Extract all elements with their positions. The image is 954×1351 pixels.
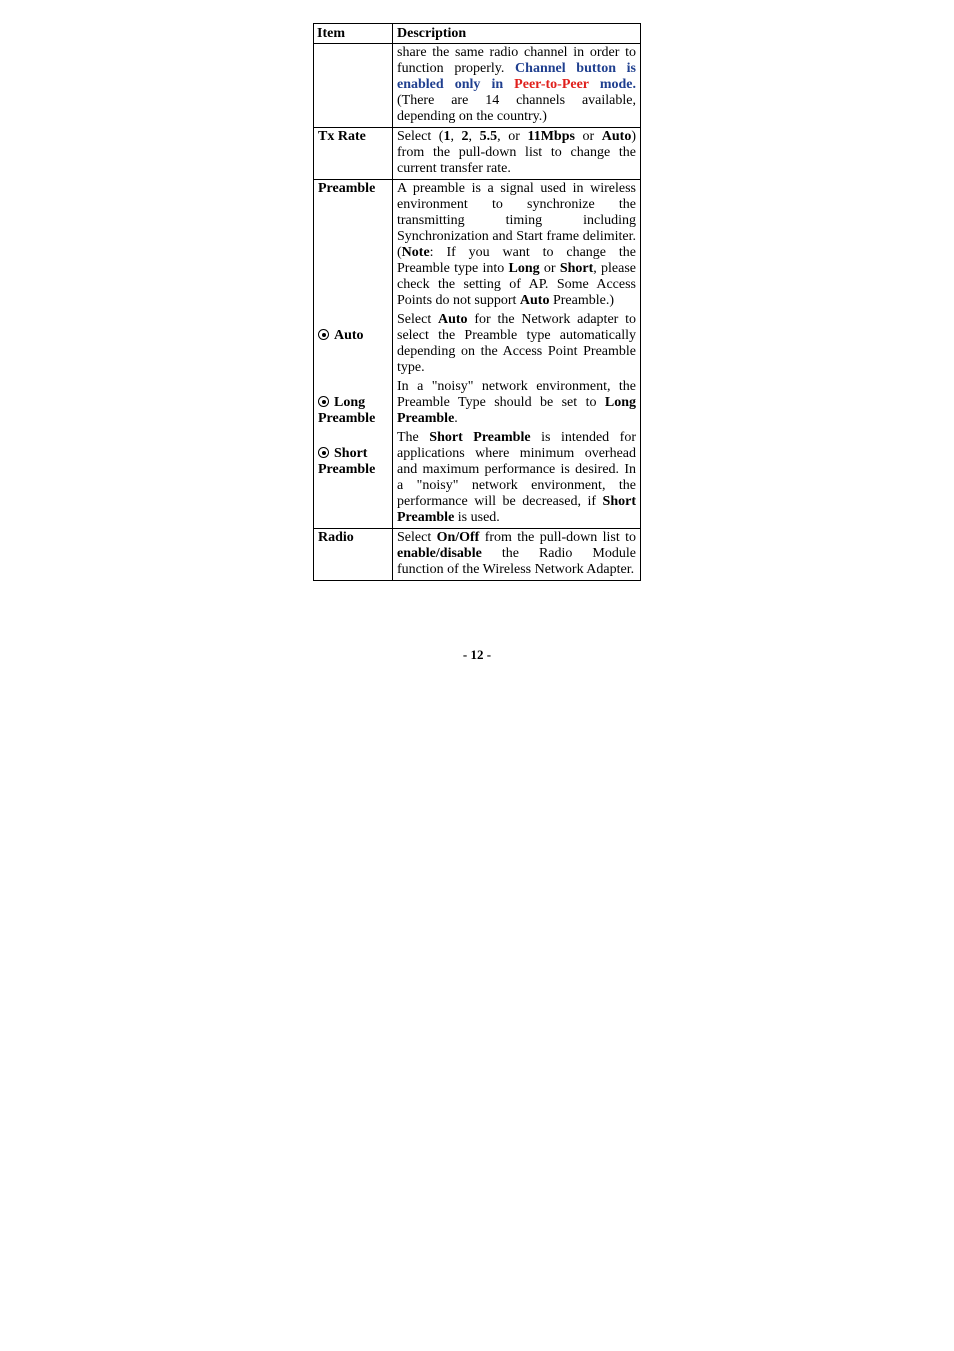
preamble-description-column xyxy=(393,180,641,529)
header-item: Item xyxy=(314,24,393,44)
item-preamble: Preamble xyxy=(318,181,376,196)
item-radio: Radio xyxy=(314,529,393,581)
table-row-tx-rate xyxy=(314,128,641,180)
item-preamble-column xyxy=(314,180,393,529)
item-long-preamble: Long Preamble xyxy=(318,395,376,426)
long-preamble-description: In a "noisy" network environment, the Preamble Type should be set to Long Preamble. xyxy=(397,379,636,426)
short-preamble-description: The Short Preamble is intended for applications where minimum overhead and maximum performance is desired. In a "noisy" network environment, the performance will be decreased, if Short Preamble is used. xyxy=(397,430,637,525)
auto-description: Select Auto for the Network adapter to select the Preamble type automatically depending on the Access Point Preamble type. xyxy=(397,312,636,375)
item-tx-rate: Tx Rate xyxy=(314,128,393,180)
preamble-description: A preamble is a signal used in wireless environment to synchronize the transmitting timing including Synchronization and Start frame delimiter. (Note: If you want to change the Preamble type into Long or Short, please check the setting of AP. Some Access Points do not support Auto Preamble.) xyxy=(397,181,636,308)
radio-selected-icon xyxy=(318,447,329,458)
radio-selected-icon xyxy=(318,396,329,407)
header-description: Description xyxy=(393,24,641,44)
item-short-preamble: Short Preamble xyxy=(318,446,376,477)
settings-table xyxy=(313,23,641,581)
radio-selected-icon xyxy=(318,329,329,340)
table-row-channel-continued xyxy=(314,44,641,128)
item-cell-empty xyxy=(314,44,393,128)
channel-description: share the same radio channel in order to function properly. Channel button is enabled only in Peer-to-Peer mode. (There are 14 channels available, depending on the country.) xyxy=(393,44,641,128)
document-page xyxy=(313,23,641,581)
page-number: - 12 - xyxy=(462,647,492,662)
table-header-row xyxy=(314,24,641,44)
table-row-radio xyxy=(314,529,641,581)
table-row-preamble xyxy=(314,180,641,529)
radio-description: Select On/Off from the pull-down list to enable/disable the Radio Module function of the Wireless Network Adapter. xyxy=(393,529,641,581)
tx-rate-description: Select (1, 2, 5.5, or 11Mbps or Auto) from the pull-down list to change the current transfer rate. xyxy=(393,128,641,180)
peer-to-peer-red: Peer-to-Peer xyxy=(514,77,589,92)
item-auto: Auto xyxy=(318,328,388,344)
channel-note-blue: Channel button is enabled only in xyxy=(397,61,636,92)
